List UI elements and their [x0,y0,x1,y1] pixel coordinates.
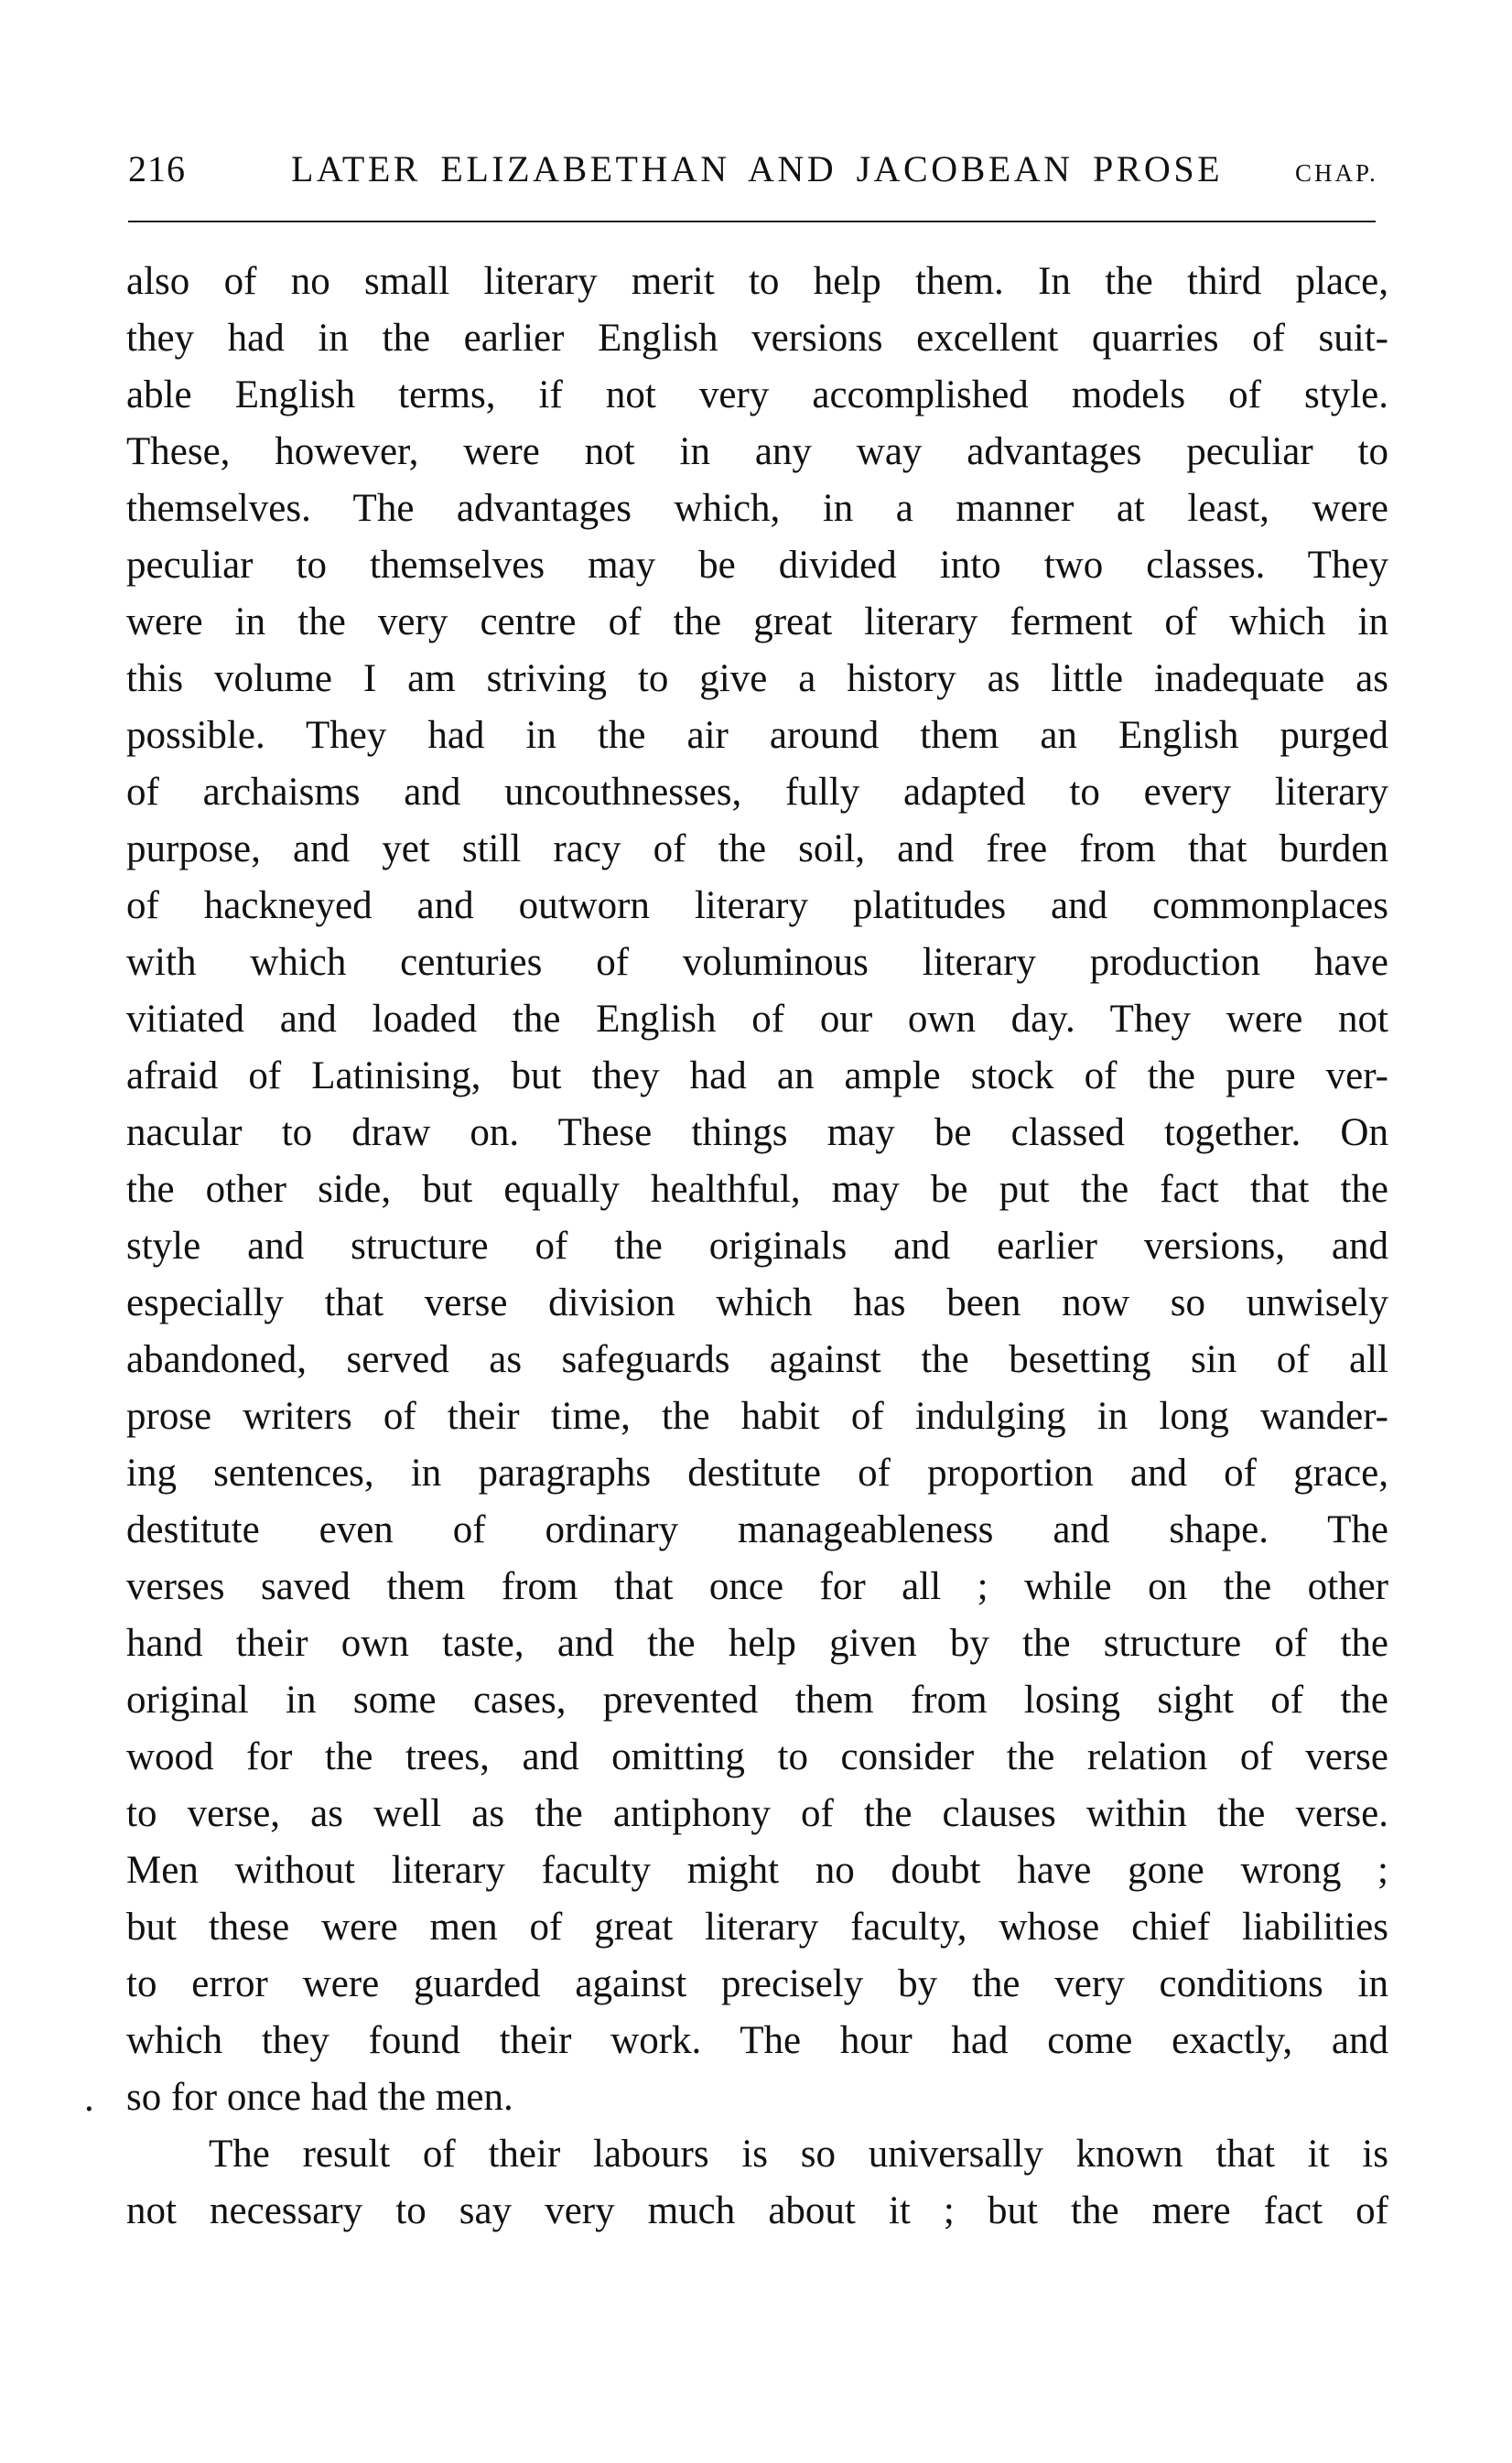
text-line: destitute even of ordinary manageableness and shape. The [126,1508,1388,1551]
text-line: especially that verse division which has been now so unwisely [126,1281,1388,1324]
text-line: but these were men of great literary faculty, whose chief liabilities [126,1906,1388,1949]
text-line: nacular to draw on. These things may be classed together. On [126,1111,1388,1154]
text-line: also of no small literary merit to help them. In the third place, [126,260,1388,303]
text-line: with which centuries of voluminous literary production have [126,941,1388,984]
text-line: themselves. The advantages which, in a manner at least, were [126,487,1388,530]
text-line: afraid of Latinising, but they had an ample stock of the pure ver- [126,1054,1388,1097]
text-line: to error were guarded against precisely by the very conditions in [126,1962,1388,2005]
running-title: LATER ELIZABETHAN AND JACOBEAN PROSE [291,148,1223,189]
text-line: hand their own taste, and the help given by the structure of the [126,1622,1388,1665]
chapter-label: CHAP. [1295,159,1378,187]
paragraph [126,254,1388,2126]
text-line: prose writers of their time, the habit of indulging in long wander- [126,1395,1388,1438]
text-line: of hackneyed and outworn literary platitudes and commonplaces [126,884,1388,927]
text-line: ing sentences, in paragraphs destitute of proportion and of grace, [126,1452,1388,1495]
text-line: this volume I am striving to give a history as little inadequate as [126,657,1388,700]
header-rule [128,221,1376,222]
text-line: abandoned, served as safeguards against the besetting sin of all [126,1338,1388,1381]
text-line: to verse, as well as the antiphony of the clauses within the verse. [126,1792,1388,1835]
body-text [126,254,1388,2240]
text-line: style and structure of the originals and earlier versions, and [126,1225,1388,1268]
text-line: Men without literary faculty might no doubt have gone wrong ; [126,1849,1388,1892]
running-head [0,146,1512,192]
page-number: 216 [128,148,186,189]
text-line: purpose, and yet still racy of the soil, and free from that burden [126,827,1388,870]
text-line: The result of their labours is so universally known that it is [209,2133,1388,2176]
text-line: verses saved them from that once for all ; while on the other [126,1565,1388,1608]
text-line: peculiar to themselves may be divided into two classes. They [126,544,1388,587]
text-line: so for once had the men. [126,2076,513,2119]
paragraph [126,2126,1388,2240]
text-line: were in the very centre of the great literary ferment of which in [126,600,1388,643]
text-line: able English terms, if not very accomplished models of style. [126,373,1388,416]
margin-mark: . [84,2077,94,2120]
text-line: possible. They had in the air around them an English purged [126,714,1388,757]
text-line: not necessary to say very much about it ; but the mere fact of [126,2189,1388,2232]
text-line: which they found their work. The hour had come exactly, and [126,2019,1388,2062]
text-line: the other side, but equally healthful, may be put the fact that the [126,1168,1388,1211]
text-line: vitiated and loaded the English of our own day. They were not [126,998,1388,1041]
text-line: These, however, were not in any way advantages peculiar to [126,430,1388,473]
text-line: original in some cases, prevented them from losing sight of the [126,1679,1388,1722]
text-line: wood for the trees, and omitting to consider the relation of verse [126,1735,1388,1778]
text-line: they had in the earlier English versions excellent quarries of suit- [126,317,1388,360]
text-line: of archaisms and uncouthnesses, fully adapted to every literary [126,771,1388,814]
